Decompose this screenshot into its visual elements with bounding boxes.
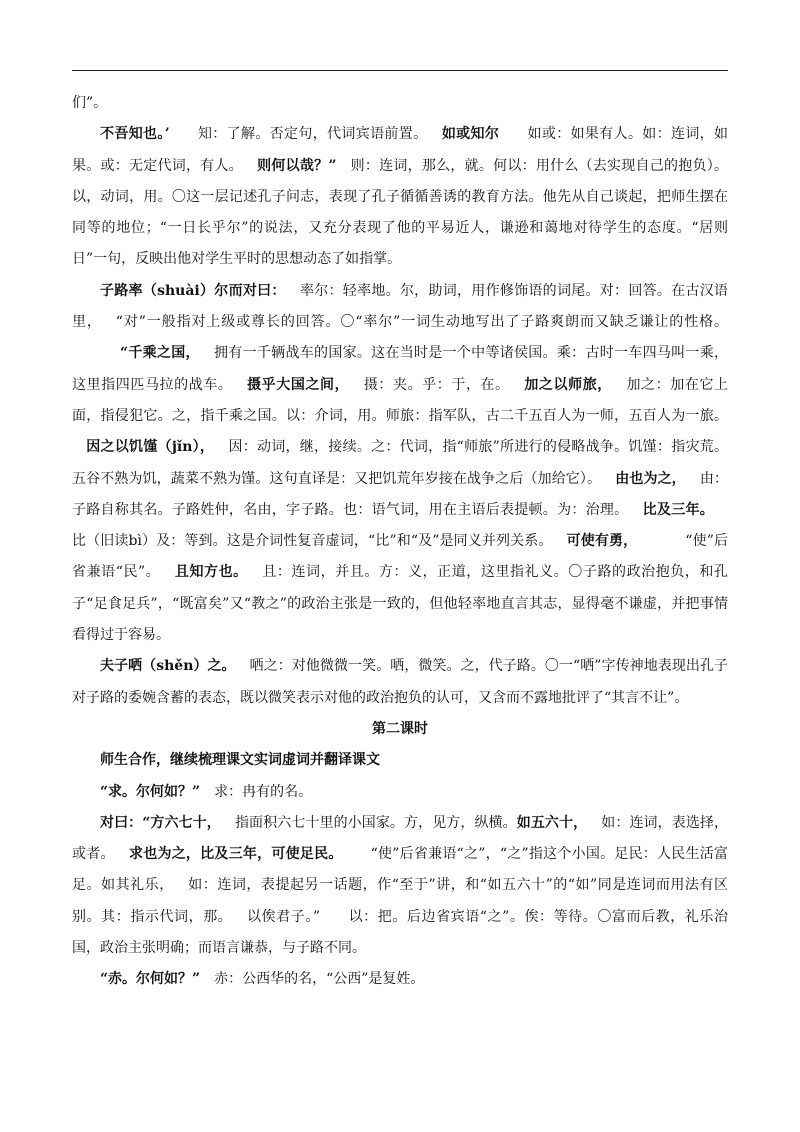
annotation-text: 哂之：对他微微一笑。哂，微笑。之，代子路。〇一“哂”字传神地表现出孔子对子路的委婉含蓄的表态，既以微笑表示对他的政治抱负的认可，又含而不露地批评了“其言不让”。 [72,658,728,706]
paragraph-fuzi-shen [72,651,728,714]
annotation-text: 则：连词，那么，就。何以：用什么（去实现自己的抱负）。以，动词，用。〇这一层记述孔子问志，表现了孔子循循善诱的教育方法。他先从自己谈起，把师生摆在同等的地位；“一日长乎尔”的说法，又充分表现了他的平易近人，谦逊和蔼地对待学生的态度。“居则日”一句，反映出他对学生平时的思想动态了如指掌。 [72,157,728,268]
phrase-heading: 且知方也。 [174,564,248,581]
phrase-heading: 子路率（shuài）尔而对曰： [100,282,286,299]
phrase-heading: 因之以饥馑（jǐn）， [86,439,215,456]
annotation-text: 如：连词，表选择，或者。 [72,814,729,863]
phrase-heading: “赤。尔何如？” [100,971,201,988]
phrase-heading: 比及三年。 [642,501,715,518]
annotation-text: 因：动词，继，接续。之：代词，指“师旅”所进行的侵略战争。饥馑：指灾荒。五谷不熟为饥，蔬菜不熟为馑。这句直译是：又把饥荒年岁接在战争之后（加给它）。 [72,439,729,487]
annotation-text: 以俟君子。” [246,908,321,925]
phrase-heading: 可使有勇， [566,533,638,550]
annotation-text: 加之：加在它上面，指侵犯它。之，指千乘之国。以：介词，用。师旅：指军队，古二千五百人为一师，五百人为一旅。 [72,376,729,424]
phrase-heading: 加之以师旅， [523,376,612,393]
paragraph-chi [72,964,728,995]
annotation-text: 如：连词，表提起另一话题，作“至于”讲，和“如五六十”的“如”同是连词而用法有区别。其：指示代词，那。 [72,877,728,925]
paragraph-zilu [72,276,728,652]
phrase-heading: 摄乎大国之间， [246,376,350,393]
annotation-text: 比（旧读bì）及：等到。这是介词性复音虚词，“比”和“及”是同义并列关系。 [72,533,553,550]
phrase-heading: 夫子哂（shěn）之。 [100,658,236,675]
phrase-heading: “千乘之国， [120,345,200,362]
annotation-text: 由：子路自称其名。子路姓仲，名由，字子路。也：语气词，用在主语后表提顿。为：治理。 [72,470,729,518]
annotation-text: 指面积六七十里的小国家。方，见方，纵横。 [234,814,517,831]
annotation-text: 求：冉有的名。 [214,783,313,800]
phrase-heading: 对曰：“方六七十， [100,814,221,831]
phrase-heading: 则何以哉？” [256,157,337,174]
phrase-heading: “求。尔何如？” [100,783,201,800]
section-title: 第二课时 [372,720,428,737]
annotation-text: “使”后省兼语“之”，“之”指这个小国。足民：人民生活富足。如其礼乐， [72,846,729,894]
annotation-text: 且：连词，并且。方：义，正道，这里指礼义。〇子路的政治抱负，和孔子“足食足兵”，“既富矣”又“教之”的政治主张是一致的，但他轻率地直言其志，显得毫不谦虚，并把事情看得过于容易。 [72,564,729,644]
paragraph-duiyue [72,808,728,964]
annotation-text: “使”后省兼语“民”。 [72,533,728,581]
annotation-text: “对”一般指对上级或尊长的回答。〇“率尔”一词生动地写出了子路爽朗而又缺乏谦让的性格。 [115,314,728,331]
paragraph-qiu [72,777,728,808]
annotation-text: 摄：夹。乎：于，在。 [363,376,510,393]
annotation-text: 以：把。后边省宾语“之”。俟：等待。〇富而后教，礼乐治国，政治主张明确；而语言谦恭，与子路不同。 [72,908,728,957]
subheading: 师生合作，继续梳理课文实词虚词并翻译课文 [100,752,380,769]
paragraph-wu-zhi [72,119,728,275]
phrase-heading: 如五六十， [516,814,588,831]
paragraph-continuation: 们”。 [72,95,108,111]
phrase-heading: 求也为之，比及三年，可使足民。 [128,846,343,863]
annotation-text: 拥有一千辆战车的国家。这在当时是一个中等诸侯国。乘：古时一车四马叫一乘，这里指四匹马拉的战车。 [72,345,728,393]
phrase-heading: 由也为之， [615,470,686,487]
annotation-text: 如或：如果有人。如：连词，如果。或：无定代词，有人。 [72,126,729,174]
annotation-text: 知：了解。否定句，代词宾语前置。 [197,126,428,143]
phrase-heading: 不吾知也。’ [100,126,170,143]
annotation-text: 率尔：轻率地。尔，助词，用作修饰语的词尾。对：回答。在古汉语里， [72,282,728,331]
phrase-heading: 如或知尔 [441,126,500,143]
document-body [72,88,728,996]
annotation-text: 赤：公西华的名，“公西”是复姓。 [214,971,425,988]
header-rule [72,70,728,71]
